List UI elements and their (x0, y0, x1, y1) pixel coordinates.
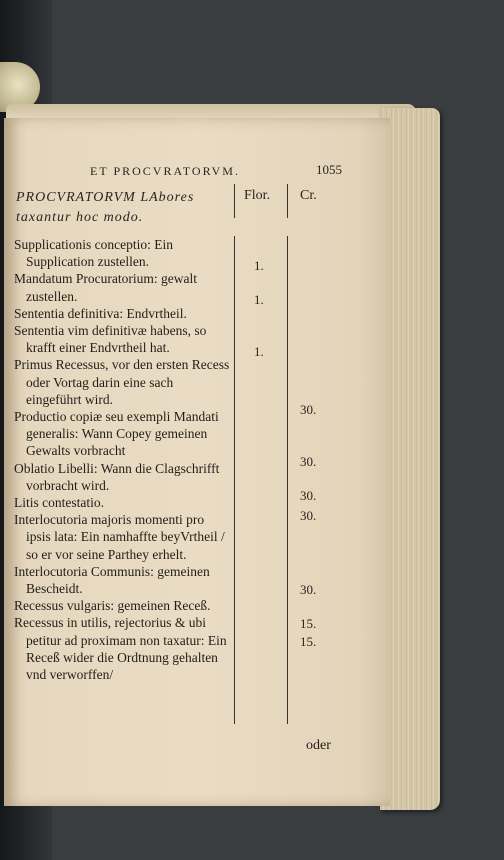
column-header-cr: Cr. (300, 188, 317, 203)
book-page (4, 118, 390, 806)
flor-value: 1. (254, 292, 264, 307)
column-header-flor: Flor. (244, 188, 271, 203)
cr-value: 15. (300, 616, 317, 631)
cr-value: 15. (300, 634, 317, 649)
column-rule (287, 236, 288, 724)
cr-value: 30. (300, 488, 317, 503)
fee-entry: Primus Recessus, vor den ersten Recess oder Vortag darin eine sach eingeführt wird. (14, 357, 230, 407)
fee-entry: Sententia definitiva: Endvrtheil. (14, 305, 187, 321)
catchword: oder (306, 738, 331, 753)
cr-value: 30. (300, 508, 317, 523)
fee-entry: Recessus in utilis, rejectorius & ubi petitur ad proximam non taxatur: Ein Receß wider die Ordtnung gehalten vnd verworffen/ (14, 615, 227, 683)
flor-value: 1. (254, 258, 264, 273)
fee-entry: Interlocutoria Communis: gemeinen Bescheidt. (14, 563, 210, 597)
cr-value: 30. (300, 454, 317, 469)
column-rule (234, 236, 235, 724)
section-title: PROCVRATORVM LAbores taxantur hoc modo. (16, 190, 195, 225)
fee-entry: Productio copiæ seu exempli Mandati generalis: Wann Copey gemeinen Gewalts vorbracht (14, 409, 219, 459)
column-rule (287, 184, 288, 218)
fee-entry: Recessus vulgaris: gemeinen Receß. (14, 598, 211, 614)
fee-entry: Sententia vim definitivæ habens, so krafft einer Endvrtheil hat. (14, 323, 207, 356)
fee-entry: Supplicationis conceptio: Ein Supplication zustellen. (14, 237, 173, 270)
fee-entry: Litis contestatio. (14, 495, 104, 511)
flor-value: 1. (254, 344, 264, 359)
column-rule (234, 184, 235, 218)
fee-entry: Interlocutoria majoris momenti pro ipsis lata: Ein namhaffte beyVrtheil / so er vor seine Parthey erhelt. (14, 512, 225, 562)
fee-entry: Oblatio Libelli: Wann die Clagschrifft vorbracht wird. (14, 460, 220, 493)
running-head: ET PROCVRATORVM. (90, 164, 240, 178)
page-number: 1055 (316, 162, 342, 177)
fee-list (14, 236, 232, 683)
fee-entry: Mandatum Procuratorium: gewalt zustellen. (14, 271, 197, 304)
cr-value: 30. (300, 582, 317, 597)
cr-value: 30. (300, 402, 317, 417)
